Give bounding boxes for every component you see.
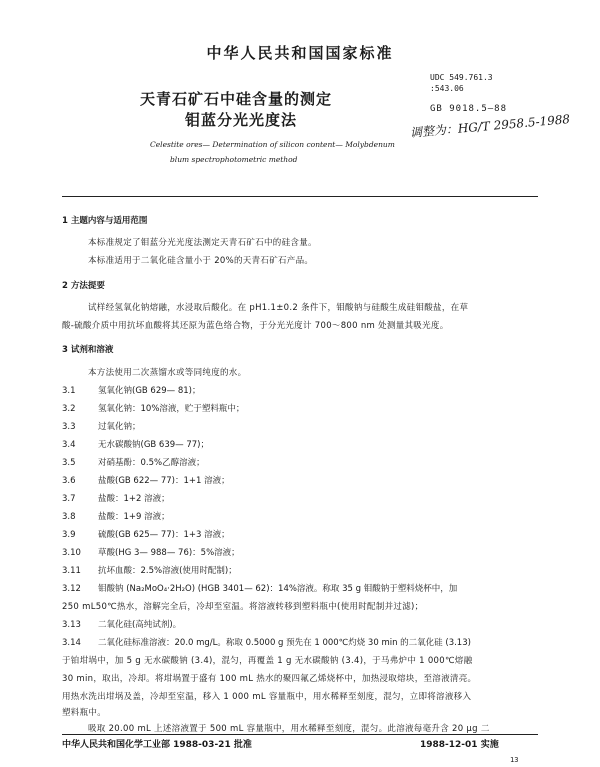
reagent-3-14-continuation-3: 用热水洗出坩埚及盖，冷却至室温，移入 1 000 mL 容量瓶中，用水稀释至刻度，混匀，立即将溶液移入: [62, 692, 472, 702]
reagent-number: 3.7: [62, 494, 76, 504]
standard-header-title: 中华人民共和国国家标准: [206, 44, 394, 62]
reagent-item: [62, 492, 170, 504]
reagent-item: [62, 456, 205, 468]
implementation-date: 1988-12-01 实施: [420, 740, 499, 750]
reagent-item: [62, 582, 457, 594]
approval-note: 中华人民共和国化学工业部 1988-03-21 批准: [62, 740, 252, 750]
chinese-title-line-2: 钼蓝分光光度法: [185, 111, 298, 129]
reagent-text: 盐酸：1+9 溶液；: [98, 512, 170, 522]
reagent-text: 氢氧化钠：10%溶液，贮于塑料瓶中；: [98, 404, 245, 414]
reagent-item: [62, 510, 170, 522]
section-2-heading: 2 方法提要: [62, 281, 105, 291]
reagent-text: 过氧化钠；: [98, 422, 141, 432]
reagent-number: 3.9: [62, 530, 76, 540]
reagent-text: 无水碳酸钠(GB 639— 77)；: [98, 440, 209, 450]
section-2-para-1: 试样经氢氧化钠熔融，水浸取后酸化。在 pH1.1±0.2 条件下，钼酸钠与硅酸生成硅钼酸盐，在草: [88, 303, 469, 313]
reagent-text: 二氧化硅标准溶液：20.0 mg/L。称取 0.5000 g 预先在 1 000℃灼烧 30 min 的二氧化硅 (3.13): [98, 638, 471, 648]
reagent-number: 3.5: [62, 458, 76, 468]
reagent-text: 盐酸(GB 622— 77)：1+1 溶液；: [98, 476, 230, 486]
reagent-number: 3.1: [62, 386, 76, 396]
reagent-item: [62, 420, 141, 432]
section-1-para-2: 本标准适用于二氧化硅含量小于 20%的天青石矿石产品。: [88, 256, 314, 266]
reagent-number: 3.11: [62, 566, 81, 576]
reagent-text: 硫酸(GB 625— 77)：1+3 溶液；: [98, 530, 230, 540]
reagent-number: 3.6: [62, 476, 76, 486]
reagent-item: [62, 618, 181, 630]
chinese-title-line-1: 天青石矿石中硅含量的测定: [140, 90, 333, 108]
section-3-intro: 本方法使用二次蒸馏水或等同纯度的水。: [88, 368, 247, 378]
header-divider: [62, 196, 538, 197]
reagent-item: [62, 384, 201, 396]
footer-divider: [62, 734, 538, 735]
reagent-number: 3.14: [62, 638, 81, 648]
section-1-para-1: 本标准规定了钼蓝分光光度法测定天青石矿石中的硅含量。: [88, 238, 317, 248]
reagent-number: 3.13: [62, 620, 81, 630]
section-1-heading: 1 主题内容与适用范围: [62, 216, 148, 226]
reagent-number: 3.3: [62, 422, 76, 432]
reagent-text: 钼酸钠 (Na₂MoO₄·2H₂O) (HGB 3401— 62)：14%溶液。称取 35 g 钼酸钠于塑料烧杯中，加: [98, 584, 458, 594]
reagent-item: [62, 438, 209, 450]
reagent-item: [62, 546, 240, 558]
english-title-line-1: Celestite ores— Determination of silicon content— Molybdenum: [150, 140, 395, 149]
reagent-number: 3.12: [62, 584, 81, 594]
reagent-3-14-continuation-4: 塑料瓶中。: [62, 708, 107, 718]
section-2-para-2: 酸-硫酸介质中用抗坏血酸将其还原为蓝色络合物，于分光光度计 700～800 nm 处测量其吸光度。: [62, 321, 449, 331]
reagent-number: 3.10: [62, 548, 81, 558]
reagent-3-14-continuation-5: 吸取 20.00 mL 上述溶液置于 500 mL 容量瓶中，用水稀释至刻度，混匀。此溶液每毫升含 20 μg 二: [88, 724, 490, 734]
udc-code: [430, 72, 493, 94]
page-number: 13: [510, 756, 519, 764]
reagent-text: 盐酸：1+2 溶液；: [98, 494, 170, 504]
reagent-item: [62, 402, 244, 414]
reagent-item: [62, 636, 471, 648]
reagent-text: 氢氧化钠(GB 629— 81)；: [98, 386, 201, 396]
reagent-3-14-continuation-1: 于铂坩埚中，加 5 g 无水碳酸钠 (3.4)，混匀，再覆盖 1 g 无水碳酸钠 (3.4)，于马弗炉中 1 000℃熔融: [62, 656, 473, 666]
reagent-text: 抗坏血酸：2.5%溶液(使用时配制)；: [98, 566, 237, 576]
handwritten-annotation: 调整为：HG/T 2958.5-1988: [409, 112, 571, 140]
reagent-number: 3.4: [62, 440, 76, 450]
reagent-text: 对硝基酚：0.5%乙醇溶液；: [98, 458, 205, 468]
udc-line-2: :543.06: [430, 84, 464, 93]
reagent-3-14-continuation-2: 30 min，取出，冷却。将坩埚置于盛有 100 mL 热水的聚四氟乙烯烧杯中，加热浸取熔块，至溶液清亮。: [62, 674, 477, 684]
gb-code: GB 9018.5—88: [430, 104, 508, 114]
reagent-3-12-continuation: 250 mL50℃热水，溶解完全后，冷却至室温。将溶液转移到塑料瓶中(使用时配制并过滤)；: [62, 602, 424, 612]
reagent-text: 草酸(HG 3— 988— 76)：5%溶液；: [98, 548, 240, 558]
section-3-heading: 3 试剂和溶液: [62, 345, 114, 355]
reagent-text: 二氧化硅(高纯试剂)。: [98, 620, 182, 630]
reagent-number: 3.8: [62, 512, 76, 522]
reagent-item: [62, 528, 230, 540]
reagent-number: 3.2: [62, 404, 76, 414]
english-title-line-2: blum spectrophotometric method: [170, 155, 298, 164]
reagent-item: [62, 564, 237, 576]
udc-line-1: UDC 549.761.3: [430, 73, 493, 82]
reagent-item: [62, 474, 230, 486]
